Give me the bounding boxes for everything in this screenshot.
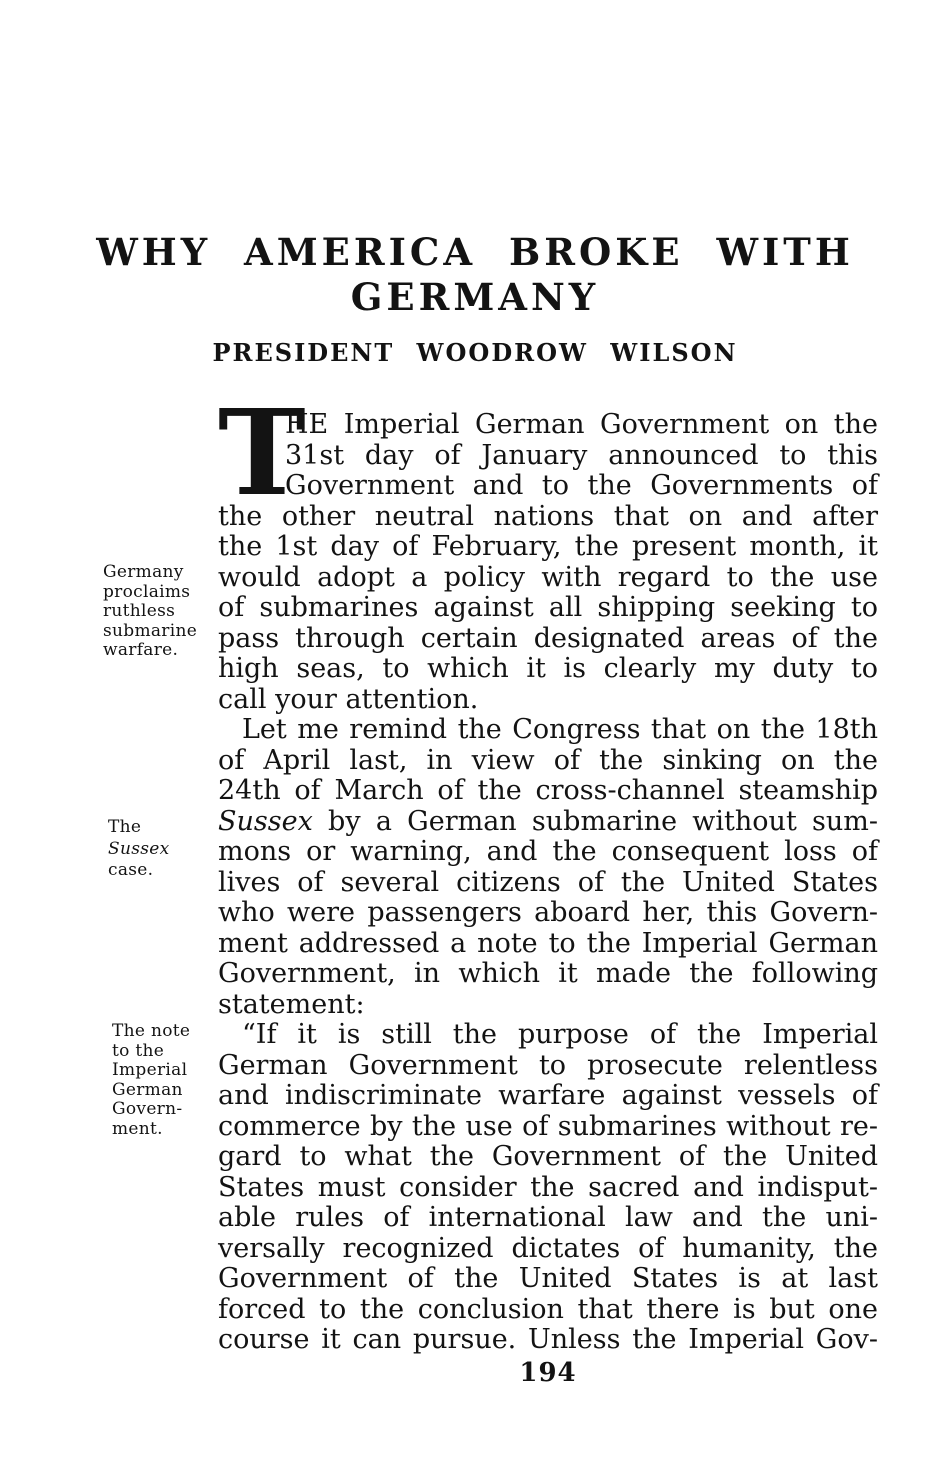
title-line-2: GERMANY <box>350 275 600 319</box>
author-byline: PRESIDENT WOODROW WILSON <box>212 338 738 367</box>
body-line: “If it is still the purpose of the Imperial <box>242 1019 878 1050</box>
body-line: of April last, in view of the sinking on the <box>218 744 878 776</box>
margin-note-line: warfare. <box>103 640 179 660</box>
body-line: statement: <box>218 988 365 1020</box>
body-line: Government of the United States is at last <box>218 1263 878 1294</box>
body-line: of submarines against all shipping seeking to <box>218 592 878 623</box>
margin-note-line: to the <box>112 1040 165 1061</box>
margin-note-line: The note <box>112 1021 191 1041</box>
body-line: would adopt a policy with regard to the use <box>218 561 878 593</box>
body-line <box>218 807 878 838</box>
body-line: pass through certain designated areas of the <box>218 622 878 654</box>
sussex-italic: Sussex <box>218 805 313 837</box>
body-line: mons or warning, and the consequent loss of <box>218 836 878 867</box>
body-line: call your attention. <box>218 683 479 715</box>
body-line: who were passengers aboard her, this Govern- <box>218 897 878 928</box>
margin-note-sussex-case <box>108 817 226 882</box>
margin-note-line: Imperial <box>112 1060 188 1080</box>
body-line: high seas, to which it is clearly my duty to <box>218 653 878 684</box>
margin-note-imperial-note <box>112 1022 230 1139</box>
body-line: ment addressed a note to the Imperial German <box>218 927 878 959</box>
drop-cap-T: T <box>218 383 306 522</box>
body-line: German Government to prosecute relentless <box>218 1049 878 1081</box>
body-line: States must consider the sacred and indisput- <box>218 1171 878 1203</box>
body-line: lives of several citizens of the United States <box>218 866 878 898</box>
margin-note-line: case. <box>108 860 154 880</box>
body-line: Government and to the Governments of <box>285 470 878 501</box>
body-line: versally recognized dictates of humanity, the <box>218 1232 878 1264</box>
margin-note-line-italic: Sussex <box>108 838 170 859</box>
margin-note-line: ruthless <box>103 601 176 621</box>
margin-note-line: submarine <box>103 620 198 641</box>
margin-note-line: Govern- <box>112 1099 183 1119</box>
margin-note-line: ment. <box>112 1118 163 1139</box>
margin-note-submarine-warfare <box>103 563 221 661</box>
body-line: course it can pursue. Unless the Imperial Gov- <box>218 1324 878 1355</box>
body-line: forced to the conclusion that there is but one <box>218 1293 878 1325</box>
margin-note-line: The <box>108 817 142 837</box>
body-line: the 1st day of February, the present month, it <box>218 531 878 562</box>
body-line: Let me remind the Congress that on the 18th <box>242 714 878 745</box>
margin-note-line: German <box>112 1079 183 1100</box>
body-text-column <box>218 383 878 1356</box>
margin-note-line: Germany <box>103 562 184 582</box>
body-line: the other neutral nations that on and after <box>218 500 878 532</box>
margin-note-line: proclaims <box>103 581 191 602</box>
title-line-1: WHY AMERICA BROKE WITH <box>96 230 854 274</box>
body-line: and indiscriminate warfare against vessels of <box>218 1080 878 1111</box>
body-line: able rules of international law and the uni- <box>218 1202 878 1233</box>
body-line: 24th of March of the cross-channel steamship <box>218 775 878 806</box>
page-number: 194 <box>519 1358 577 1388</box>
body-line: Government, in which it made the following <box>218 958 878 989</box>
body-line: commerce by the use of submarines without re- <box>218 1110 878 1142</box>
body-line: 31st day of January announced to this <box>285 439 878 471</box>
body-line: gard to what the Government of the United <box>218 1141 878 1172</box>
body-line-text: by a German submarine without sum- <box>312 805 878 837</box>
body-line-text: HE Imperial German Government on the <box>285 409 878 440</box>
chapter-title <box>0 230 950 320</box>
